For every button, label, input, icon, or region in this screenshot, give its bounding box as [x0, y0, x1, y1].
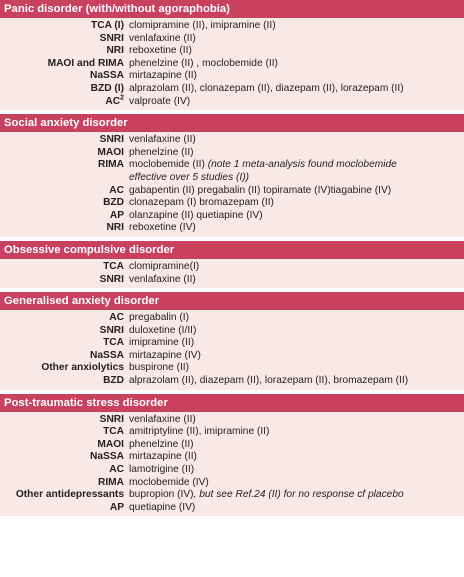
drug-class-cell	[0, 451, 124, 464]
drugs-cell	[124, 274, 464, 287]
drugs-text: moclobemide (IV)	[129, 476, 209, 488]
table-row	[0, 350, 464, 363]
drug-class-label: NaSSA	[90, 70, 124, 82]
drugs-cell	[124, 96, 464, 109]
drug-class-cell	[0, 337, 124, 350]
drug-class-label: BZD	[103, 197, 124, 209]
drugs-note: , but see Ref.24 (II) for no response cf placebo	[193, 489, 404, 501]
drug-class-label: TCA	[103, 337, 124, 349]
drug-class-cell	[0, 489, 124, 502]
drug-class-cell	[0, 83, 124, 96]
section-rows	[0, 259, 464, 288]
table-row	[0, 45, 464, 58]
drugs-text: duloxetine (I/II)	[129, 324, 197, 336]
drugs-text: amitriptyline (II), imipramine (II)	[129, 426, 270, 438]
table-row	[0, 477, 464, 490]
drug-class-label: AC	[105, 95, 121, 107]
table-row	[0, 134, 464, 147]
table-row	[0, 414, 464, 427]
drugs-text: mirtazapine (II)	[129, 70, 197, 82]
drug-class-label: MAOI	[97, 146, 124, 158]
drug-class-label: Other antidepressants	[15, 489, 124, 501]
section-title: Post-traumatic stress disorder	[0, 394, 464, 412]
drugs-cell	[124, 83, 464, 96]
table-row	[0, 464, 464, 477]
drugs-cell	[124, 159, 464, 172]
drugs-cell	[124, 325, 464, 338]
drug-class-cell	[0, 274, 124, 287]
table-row	[0, 96, 464, 109]
drugs-cell	[124, 261, 464, 274]
drug-class-label: NaSSA	[90, 451, 124, 463]
section-title: Generalised anxiety disorder	[0, 292, 464, 310]
drugs-cell	[124, 70, 464, 83]
table-row	[0, 185, 464, 198]
section-title: Obsessive compulsive disorder	[0, 241, 464, 259]
drug-class-label: AC	[109, 312, 124, 324]
drugs-cell	[124, 210, 464, 223]
drug-class-cell	[0, 325, 124, 338]
drugs-cell	[124, 172, 464, 185]
table-row	[0, 197, 464, 210]
drugs-text: clomipramine(I)	[129, 260, 200, 272]
drugs-cell	[124, 222, 464, 235]
drugs-cell	[124, 451, 464, 464]
drug-class-cell	[0, 261, 124, 274]
table-row	[0, 362, 464, 375]
table-row	[0, 312, 464, 325]
drugs-cell	[124, 375, 464, 388]
drug-class-cell	[0, 20, 124, 33]
drug-class-label: RIMA	[97, 159, 124, 171]
drug-class-cell	[0, 33, 124, 46]
drugs-text: venlafaxine (II)	[129, 134, 196, 146]
drug-class-label: AC	[109, 464, 124, 476]
drug-class-cell	[0, 197, 124, 210]
drug-class-label: MAOI and RIMA	[47, 57, 124, 69]
table-row	[0, 83, 464, 96]
drugs-text: alprazolam (II), clonazepam (II), diazepam (II), lorazepam (II)	[129, 82, 404, 94]
drugs-text: venlafaxine (II)	[129, 413, 196, 425]
drugs-text: mirtazapine (II)	[129, 451, 197, 463]
drugs-cell	[124, 147, 464, 160]
table-row	[0, 451, 464, 464]
drugs-cell	[124, 197, 464, 210]
drug-class-label: Other anxiolytics	[41, 362, 124, 374]
table-row	[0, 502, 464, 515]
drug-class-cell	[0, 414, 124, 427]
drugs-text: alprazolam (II), diazepam (II), lorazepam (II), bromazepam (II)	[129, 375, 409, 387]
drug-class-label: SNRI	[99, 324, 124, 336]
drug-class-label: BZD (I)	[90, 82, 124, 94]
drugs-cell	[124, 426, 464, 439]
section-rows	[0, 18, 464, 110]
drugs-text: quetiapine (IV)	[129, 501, 196, 513]
drugs-text: venlafaxine (II)	[129, 273, 196, 285]
drug-class-label: TCA	[103, 426, 124, 438]
drug-class-cell	[0, 58, 124, 71]
drug-class-label: TCA	[103, 260, 124, 272]
drugs-text: phenelzine (II)	[129, 146, 194, 158]
section-2	[0, 241, 464, 288]
drugs-text: imipramine (II)	[129, 337, 195, 349]
drug-class-label: NaSSA	[90, 349, 124, 361]
section-1	[0, 114, 464, 237]
drugs-text: gabapentin (II) pregabalin (II) topiramate (IV)tiagabine (IV)	[129, 184, 392, 196]
drug-class-cell	[0, 134, 124, 147]
drugs-cell	[124, 414, 464, 427]
drug-class-label: MAOI	[97, 438, 124, 450]
table-row	[0, 172, 464, 185]
table-row	[0, 222, 464, 235]
table-row	[0, 426, 464, 439]
table-row	[0, 147, 464, 160]
drugs-cell	[124, 337, 464, 350]
table-row	[0, 58, 464, 71]
drug-class-cell	[0, 477, 124, 490]
drug-class-cell	[0, 362, 124, 375]
table-row	[0, 70, 464, 83]
drugs-cell	[124, 134, 464, 147]
drug-class-cell	[0, 464, 124, 477]
table-row	[0, 33, 464, 46]
table-row	[0, 489, 464, 502]
drugs-text: olanzapine (II) quetiapine (IV)	[129, 209, 263, 221]
table-row	[0, 20, 464, 33]
drug-class-cell	[0, 222, 124, 235]
drug-class-cell	[0, 96, 124, 109]
drugs-text: buspirone (II)	[129, 362, 190, 374]
drug-class-label: TCA (I)	[90, 20, 124, 31]
section-rows	[0, 310, 464, 390]
drugs-cell	[124, 477, 464, 490]
drugs-cell	[124, 45, 464, 58]
drug-class-cell	[0, 70, 124, 83]
drug-class-cell	[0, 185, 124, 198]
drug-class-label: NRI	[106, 45, 124, 57]
drug-class-cell	[0, 147, 124, 160]
drugs-text: valproate (IV)	[129, 95, 191, 107]
drugs-text: reboxetine (IV)	[129, 222, 196, 234]
drugs-cell	[124, 502, 464, 515]
drug-class-cell	[0, 350, 124, 363]
section-rows	[0, 132, 464, 237]
drug-class-label: SNRI	[99, 413, 124, 425]
table-row	[0, 325, 464, 338]
drugs-cell	[124, 362, 464, 375]
drugs-note: (note 1 meta-analysis found moclobemide	[204, 159, 397, 171]
drugs-text: moclobemide (II)	[129, 159, 205, 171]
drugs-text: phenelzine (II) , moclobemide (II)	[129, 57, 278, 69]
section-rows	[0, 412, 464, 517]
drugs-cell	[124, 489, 464, 502]
section-0	[0, 0, 464, 110]
drug-class-cell	[0, 502, 124, 515]
drugs-cell	[124, 464, 464, 477]
drug-class-cell	[0, 439, 124, 452]
drugs-text: clonazepam (I) bromazepam (II)	[129, 197, 274, 209]
drugs-cell	[124, 312, 464, 325]
table-row	[0, 261, 464, 274]
section-4	[0, 394, 464, 517]
drug-class-cell	[0, 312, 124, 325]
drug-class-label: SNRI	[99, 273, 124, 285]
section-3	[0, 292, 464, 390]
drug-class-cell	[0, 426, 124, 439]
table-row	[0, 439, 464, 452]
footnote-marker: 2	[120, 94, 124, 102]
drug-class-cell	[0, 172, 124, 185]
drugs-text: phenelzine (II)	[129, 438, 194, 450]
drug-class-label: SNRI	[99, 134, 124, 146]
drug-class-label: AP	[109, 501, 124, 513]
drug-class-label: RIMA	[97, 476, 124, 488]
drug-class-label: NRI	[106, 222, 124, 234]
drugs-text: pregabalin (I)	[129, 312, 190, 324]
drug-class-label: BZD	[103, 375, 124, 387]
table-row	[0, 337, 464, 350]
drugs-note: effective over 5 studies (I))	[129, 171, 250, 183]
drug-class-cell	[0, 375, 124, 388]
table-row	[0, 159, 464, 172]
drug-class-label: SNRI	[99, 32, 124, 44]
drugs-text: venlafaxine (II)	[129, 32, 196, 44]
drug-class-label: AC	[109, 184, 124, 196]
drugs-text: lamotrigine (II)	[129, 464, 195, 476]
drug-class-label: AP	[109, 209, 124, 221]
drugs-cell	[124, 439, 464, 452]
drugs-cell	[124, 33, 464, 46]
drugs-text: bupropion (IV)	[129, 489, 194, 501]
section-title: Panic disorder (with/without agoraphobia)	[0, 0, 464, 18]
drugs-text: clomipramine (II), imipramine (II)	[129, 20, 276, 31]
drugs-text: mirtazapine (IV)	[129, 349, 201, 361]
drug-class-cell	[0, 210, 124, 223]
table-row	[0, 375, 464, 388]
drugs-cell	[124, 20, 464, 33]
table-row	[0, 210, 464, 223]
drugs-cell	[124, 185, 464, 198]
drug-class-cell	[0, 159, 124, 172]
drugs-cell	[124, 58, 464, 71]
drug-class-cell	[0, 45, 124, 58]
section-title: Social anxiety disorder	[0, 114, 464, 132]
drugs-cell	[124, 350, 464, 363]
drugs-text: reboxetine (II)	[129, 45, 192, 57]
table-row	[0, 274, 464, 287]
